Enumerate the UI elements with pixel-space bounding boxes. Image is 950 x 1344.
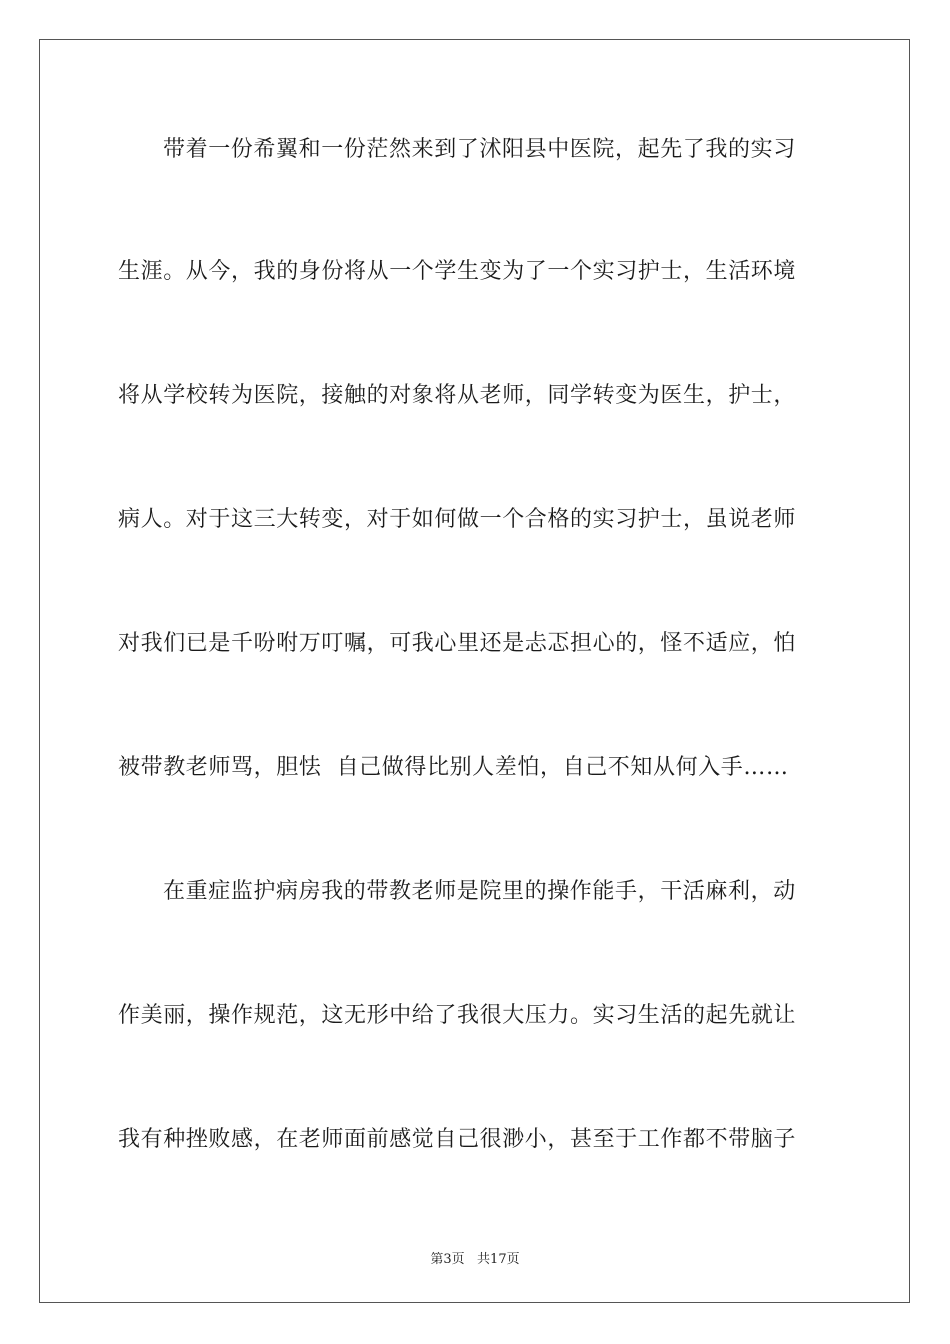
text-line: 生涯。从今，我的身份将从一个学生变为了一个实习护士，生活环境: [118, 259, 797, 284]
text-line: 作美丽，操作规范，这无形中给了我很大压力。实习生活的起先就让: [118, 1003, 797, 1028]
text-line: 在重症监护病房我的带教老师是院里的操作能手，干活麻利，动: [163, 879, 796, 904]
text-line: 将从学校转为医院，接触的对象将从老师，同学转变为医生，护士，: [118, 383, 797, 408]
text-line: 被带教老师骂，胆怯 自己做得比别人差怕，自己不知从何入手……: [118, 755, 789, 780]
page-number-footer: 第3页 共17页: [430, 1252, 520, 1267]
text-line: 对我们已是千吩咐万叮嘱，可我心里还是忐忑担心的，怪不适应，怕: [118, 631, 797, 656]
text-line: 病人。对于这三大转变，对于如何做一个合格的实习护士，虽说老师: [118, 507, 797, 532]
page-border: [39, 39, 910, 1303]
text-line: 我有种挫败感，在老师面前感觉自己很渺小，甚至于工作都不带脑子: [118, 1127, 797, 1152]
text-line: 带着一份希翼和一份茫然来到了沭阳县中医院，起先了我的实习: [163, 137, 796, 162]
